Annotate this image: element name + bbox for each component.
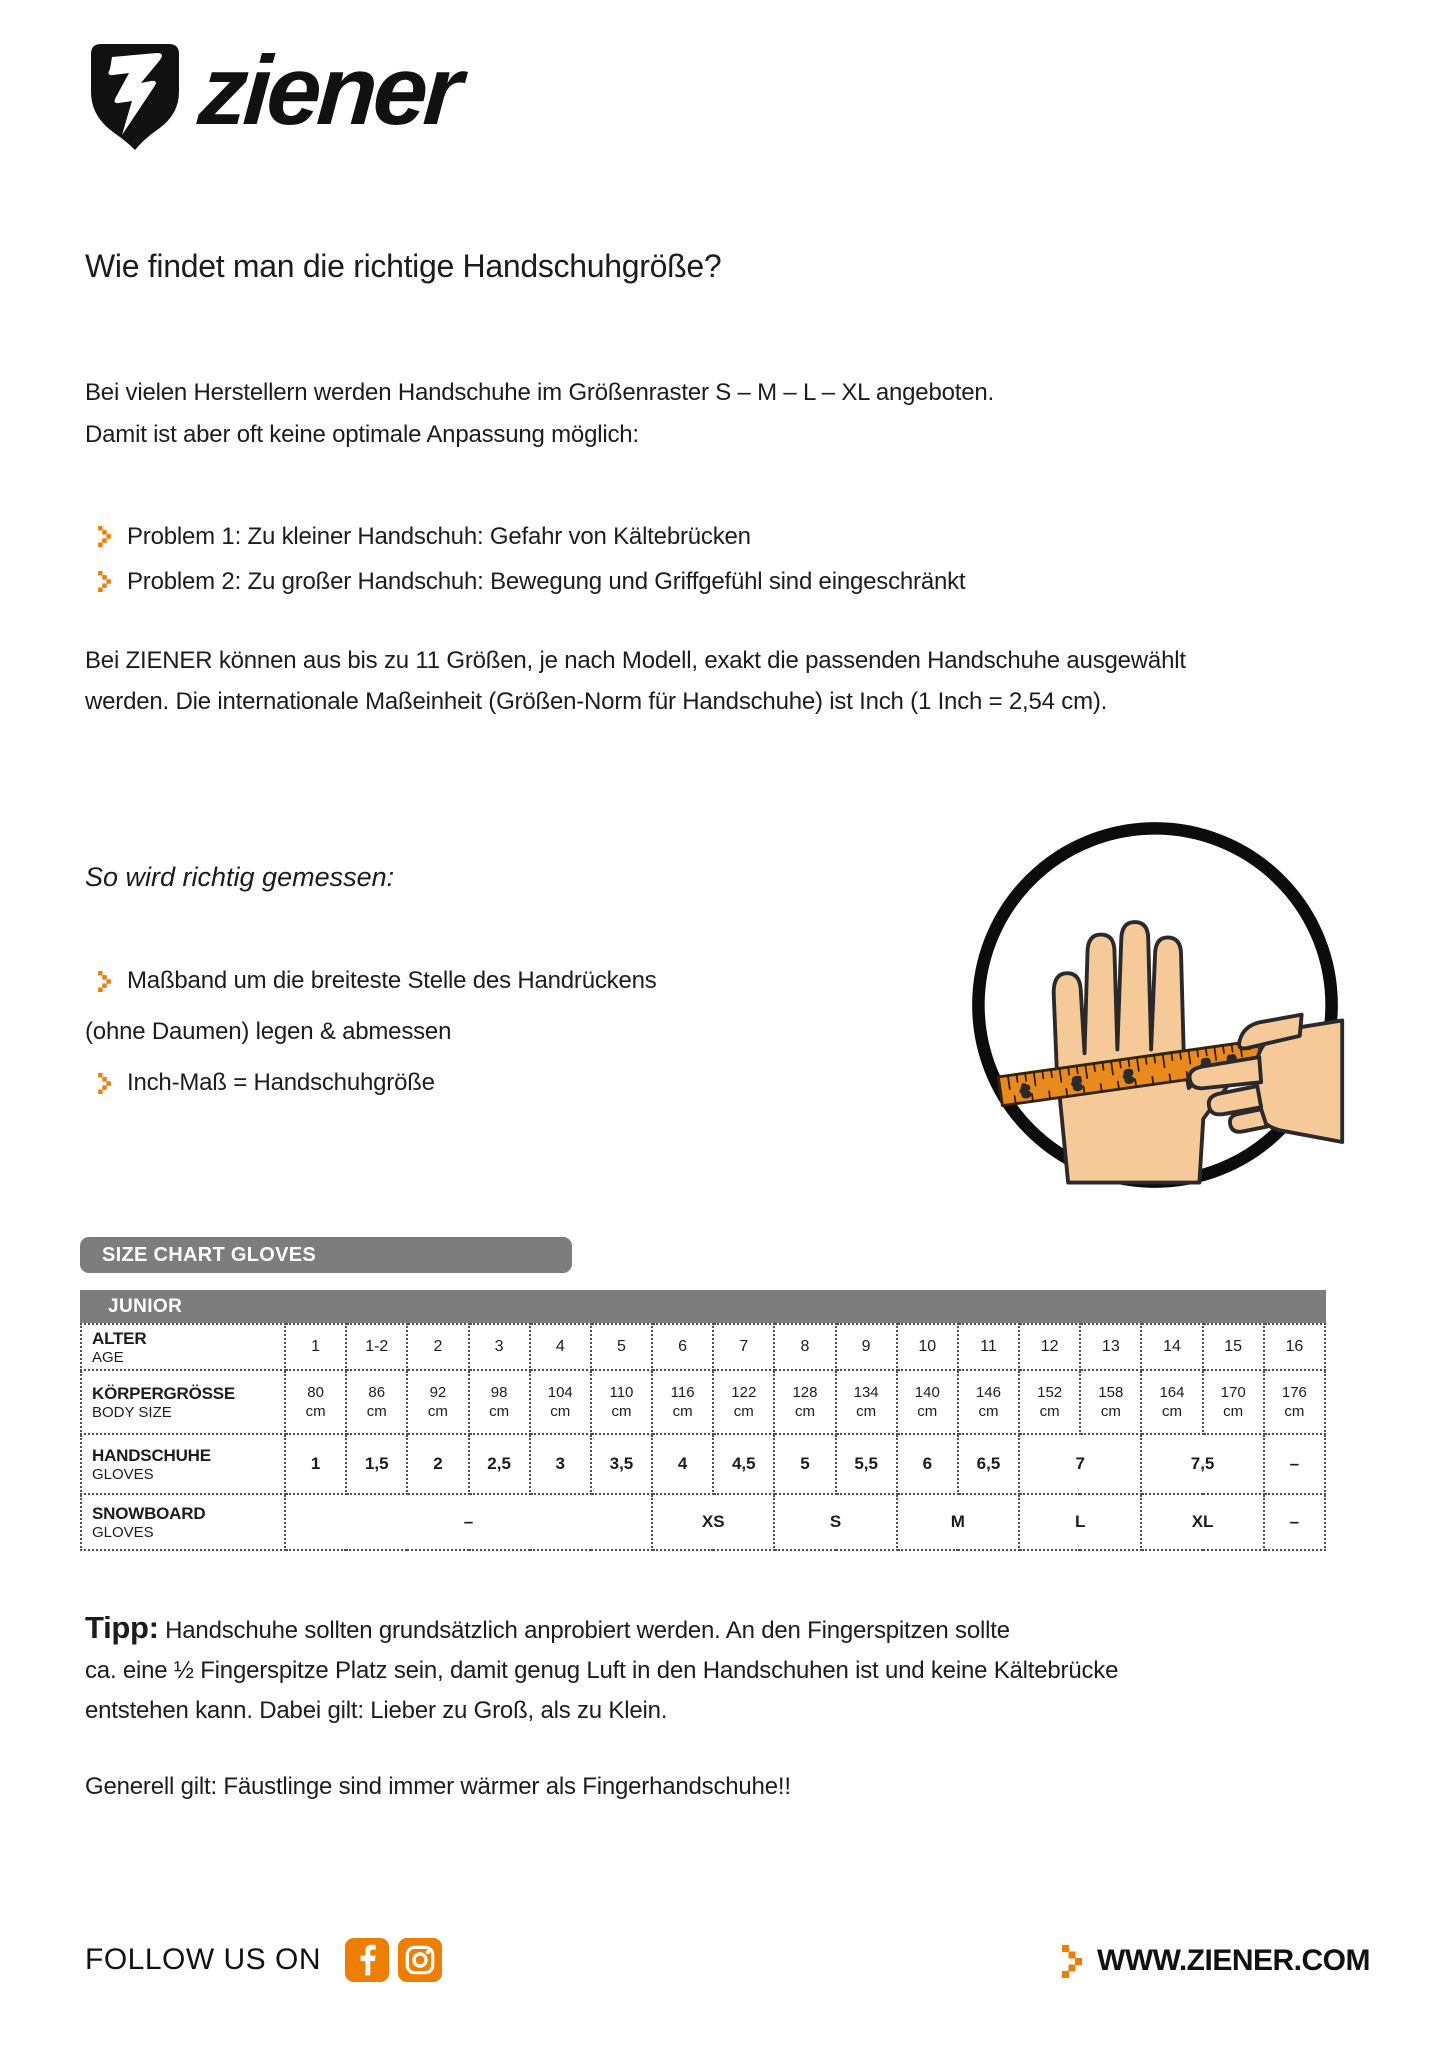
body-size-cell: 140 cm <box>897 1370 958 1434</box>
snowboard-size-cell: M <box>897 1494 1019 1550</box>
intro-paragraph <box>85 372 994 456</box>
body-size-cell: 116 cm <box>652 1370 713 1434</box>
body-size-cell: 170 cm <box>1203 1370 1264 1434</box>
glove-size-cell: 4 <box>652 1434 713 1494</box>
age-cell: 8 <box>774 1324 835 1370</box>
sizes-line-1: Bei ZIENER können aus bis zu 11 Größen, je nach Modell, exakt die passenden Handschuhe ausgewählt <box>85 647 1186 674</box>
age-cell: 7 <box>713 1324 774 1370</box>
follow-us-label: FOLLOW US ON <box>85 1943 322 1976</box>
ziener-shield-icon <box>85 40 185 152</box>
age-cell: 15 <box>1203 1324 1264 1370</box>
measuring-title: So wird richtig gemessen: <box>85 862 395 892</box>
problem-1-text: Problem 1: Zu kleiner Handschuh: Gefahr von Kältebrücken <box>127 522 751 550</box>
sizes-line-2: werden. Die internationale Maßeinheit (Größen-Norm für Handschuhe) ist Inch (1 Inch = 2,54 cm). <box>85 688 1108 715</box>
intro-line-1: Bei vielen Herstellern werden Handschuhe im Größenraster S – M – L – XL angeboten. <box>85 379 994 406</box>
glove-size-cell: 7 <box>1019 1434 1141 1494</box>
body-size-cell: 98 cm <box>469 1370 530 1434</box>
arrow-bullet-icon <box>98 971 111 992</box>
age-cell: 11 <box>958 1324 1019 1370</box>
svg-text:4,0: 4,0 <box>1019 1084 1032 1098</box>
intro-line-2: Damit ist aber oft keine optimale Anpassung möglich: <box>85 421 639 448</box>
row-label-gloves: HANDSCHUHE GLOVES <box>81 1434 285 1494</box>
snowboard-size-cell: XS <box>652 1494 774 1550</box>
glove-size-cell: 1 <box>285 1434 346 1494</box>
body-size-cell: 92 cm <box>407 1370 468 1434</box>
svg-text:5,0: 5,0 <box>1071 1076 1084 1091</box>
table-row-body-size <box>81 1370 1325 1434</box>
page-title: Wie findet man die richtige Handschuhgröße? <box>85 248 722 284</box>
svg-text:6,0: 6,0 <box>1123 1069 1135 1084</box>
row-label-snowboard: SNOWBOARD GLOVES <box>81 1494 285 1550</box>
glove-size-cell: 3 <box>530 1434 591 1494</box>
snowboard-size-cell: – <box>285 1494 652 1550</box>
age-cell: 13 <box>1080 1324 1141 1370</box>
general-rule-text: Generell gilt: Fäustlinge sind immer wärmer als Fingerhandschuhe!! <box>85 1773 791 1800</box>
body-size-cell: 146 cm <box>958 1370 1019 1434</box>
age-cell: 5 <box>591 1324 652 1370</box>
body-size-cell: 164 cm <box>1141 1370 1202 1434</box>
row-label-body-size: KÖRPERGRÖSSE BODY SIZE <box>81 1370 285 1434</box>
arrow-bullet-icon <box>98 526 111 547</box>
age-cell: 10 <box>897 1324 958 1370</box>
body-size-cell: 110 cm <box>591 1370 652 1434</box>
ziener-logo <box>85 35 463 152</box>
snowboard-size-cell: S <box>774 1494 896 1550</box>
age-cell: 6 <box>652 1324 713 1370</box>
age-cell: 9 <box>836 1324 897 1370</box>
table-row-age <box>81 1324 1325 1370</box>
glove-size-cell: 3,5 <box>591 1434 652 1494</box>
age-cell: 12 <box>1019 1324 1080 1370</box>
problem-2-text: Problem 2: Zu großer Handschuh: Bewegung und Griffgefühl sind eingeschränkt <box>127 567 966 595</box>
glove-size-cell: 2 <box>407 1434 468 1494</box>
glove-size-cell: 6,5 <box>958 1434 1019 1494</box>
list-item <box>98 559 965 604</box>
row-label-age: ALTER AGE <box>81 1324 285 1370</box>
snowboard-size-cell: XL <box>1141 1494 1263 1550</box>
glove-size-cell: 4,5 <box>713 1434 774 1494</box>
instagram-icon[interactable] <box>398 1938 442 1982</box>
table-row-gloves <box>81 1434 1325 1494</box>
tip-lead: Tipp: <box>85 1610 159 1645</box>
glove-size-cell: 1,5 <box>346 1434 407 1494</box>
body-size-cell: 86 cm <box>346 1370 407 1434</box>
body-size-cell: 158 cm <box>1080 1370 1141 1434</box>
body-size-cell: 80 cm <box>285 1370 346 1434</box>
tip-line-1: Handschuhe sollten grundsätzlich anprobiert werden. An den Fingerspitzen sollte <box>165 1617 1010 1644</box>
ziener-wordmark: ziener <box>195 35 463 145</box>
body-size-cell: 134 cm <box>836 1370 897 1434</box>
size-chart-title: SIZE CHART GLOVES <box>80 1237 572 1273</box>
arrow-bullet-icon <box>98 1073 111 1094</box>
size-chart-table <box>80 1323 1326 1551</box>
snowboard-size-cell: L <box>1019 1494 1141 1550</box>
size-chart-group-junior: JUNIOR <box>80 1290 1326 1323</box>
body-size-cell: 176 cm <box>1264 1370 1325 1434</box>
glove-size-cell: 5 <box>774 1434 835 1494</box>
tip-line-2: ca. eine ½ Fingerspitze Platz sein, damit genug Luft in den Handschuhen ist und keine Kältebrücke <box>85 1657 1119 1684</box>
measuring-list <box>85 956 657 1108</box>
problem-list <box>98 514 965 604</box>
measure-bullet-2: Inch-Maß = Handschuhgröße <box>127 1069 435 1096</box>
footer-website <box>1061 1944 1370 1978</box>
website-link[interactable]: WWW.ZIENER.COM <box>1097 1944 1370 1977</box>
age-cell: 1 <box>285 1324 346 1370</box>
measure-bullet-1: Maßband um die breiteste Stelle des Handrückens <box>127 967 657 994</box>
footer-social <box>85 1938 442 1982</box>
glove-size-cell: 2,5 <box>469 1434 530 1494</box>
table-row-snowboard <box>81 1494 1325 1550</box>
body-size-cell: 128 cm <box>774 1370 835 1434</box>
facebook-icon[interactable] <box>345 1938 389 1982</box>
age-cell: 2 <box>407 1324 468 1370</box>
glove-size-cell: – <box>1264 1434 1325 1494</box>
list-item <box>98 514 965 559</box>
glove-size-cell: 5,5 <box>836 1434 897 1494</box>
tip-line-3: entstehen kann. Dabei gilt: Lieber zu Groß, als zu Klein. <box>85 1697 668 1724</box>
arrow-bullet-icon <box>98 571 111 592</box>
age-cell: 1-2 <box>346 1324 407 1370</box>
body-size-cell: 104 cm <box>530 1370 591 1434</box>
age-cell: 4 <box>530 1324 591 1370</box>
body-size-cell: 122 cm <box>713 1370 774 1434</box>
tip-paragraph <box>85 1608 1118 1731</box>
age-cell: 16 <box>1264 1324 1325 1370</box>
age-cell: 3 <box>469 1324 530 1370</box>
list-item <box>85 1058 657 1108</box>
snowboard-size-cell: – <box>1264 1494 1325 1550</box>
arrow-bullet-icon <box>1061 1945 1083 1978</box>
glove-size-cell: 7,5 <box>1141 1434 1263 1494</box>
sizes-paragraph <box>85 640 1186 722</box>
measure-bullet-1-continued: (ohne Daumen) legen & abmessen <box>85 1018 452 1045</box>
glove-size-cell: 6 <box>897 1434 958 1494</box>
list-item <box>85 956 657 1006</box>
age-cell: 14 <box>1141 1324 1202 1370</box>
hand-measuring-illustration <box>962 812 1348 1198</box>
body-size-cell: 152 cm <box>1019 1370 1080 1434</box>
